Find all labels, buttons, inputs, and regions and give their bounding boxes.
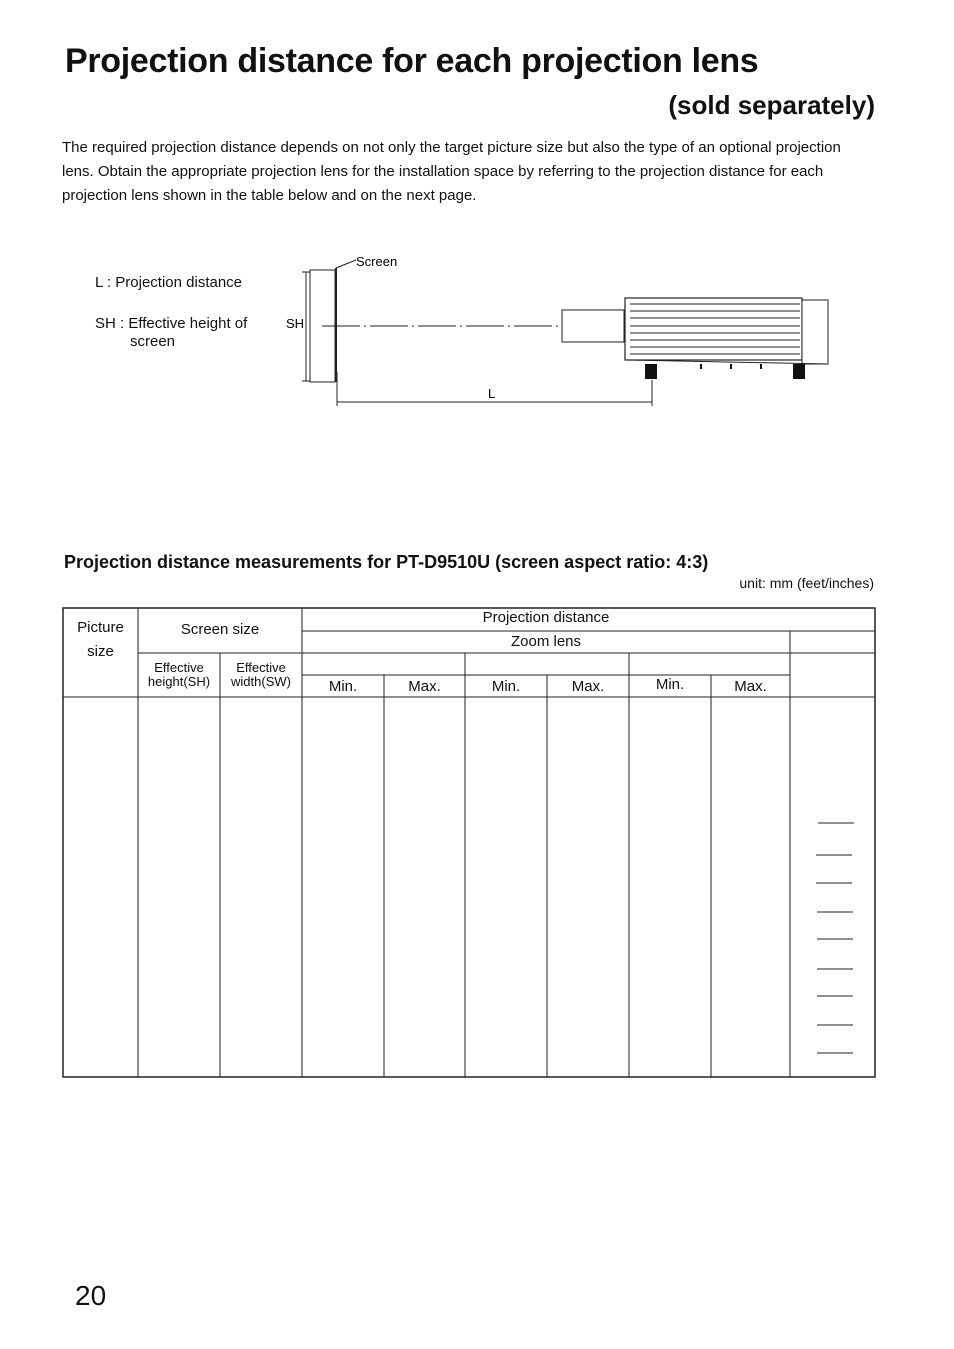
table-heading: Projection distance measurements for PT-D9510U (screen aspect ratio: 4:3) [64,552,709,572]
screen-label: Screen [356,254,398,269]
header-min-1: Min. [328,678,358,695]
projector-shape [562,298,828,379]
header-min-2: Min. [491,678,521,695]
intro-paragraph: The required projection distance depends on not only the target picture size but also the type of an optional projection lens. Obtain the appropriate projection lens for the installation space by referring to the projection distance for each projection lens shown in the table below and on the next page. [62,139,841,204]
header-min-3: Min. [655,676,685,693]
header-projection-distance: Projection distance [482,609,610,626]
header-max-2: Max. [571,678,605,695]
header-max-1: Max. [408,678,441,695]
l-label: L [488,386,496,401]
header-screen-size: Screen size [180,621,260,638]
projection-diagram [60,240,840,420]
legend-l: L : Projection distance [95,274,243,291]
header-eff-height: Effective [154,660,204,675]
header-zoom-lens: Zoom lens [510,633,582,650]
header-eff-width: Effective [236,660,286,675]
page-subtitle: (sold separately) [668,90,875,120]
header-max-3: Max. [734,678,767,695]
header-picture-size-2: size [87,643,114,660]
header-eff-width-2: width(SW) [231,674,291,689]
screen-shape [310,260,356,382]
legend-sh-continued: screen [130,333,176,350]
page-number: 20 [75,1280,107,1311]
sh-label: SH [286,316,305,331]
legend-sh: SH : Effective height of [95,315,248,332]
header-eff-height-2: height(SH) [147,674,211,689]
page-title: Projection distance for each projection lens [65,42,759,80]
unit-note: unit: mm (feet/inches) [739,575,874,591]
header-picture-size: Picture [77,619,124,636]
